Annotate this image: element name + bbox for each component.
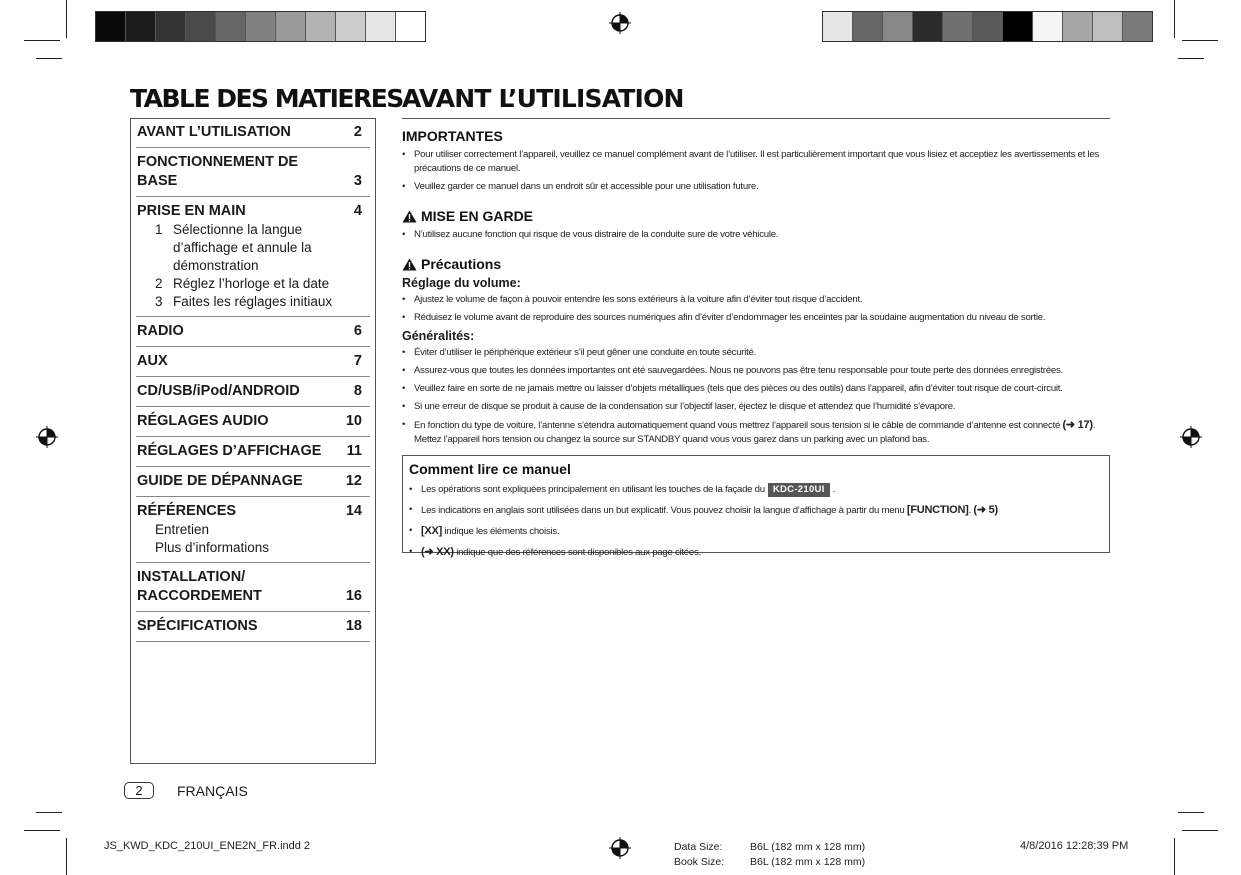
menu-reference: [FUNCTION]	[906, 504, 969, 516]
toc-row	[137, 442, 370, 461]
registration-mark-icon	[1180, 426, 1202, 448]
toc-label: FONCTIONNEMENT DE BASE	[137, 154, 299, 189]
toc-subitem-number: 3	[155, 294, 163, 309]
data-size-label: Data Size:	[674, 841, 723, 853]
list-item: • Ajustez le volume de façon à pouvoir entendre les sons extérieurs à la voiture afin d’éviter tout risque d’accident.	[402, 293, 1110, 307]
mise-en-garde-heading	[402, 208, 1110, 224]
howto-text: Les opérations sont expliquées principalement en utilisant les touches de la façade du	[421, 484, 765, 495]
general-subheading: Généralités:	[402, 329, 475, 343]
page-number: 2	[124, 782, 154, 799]
howto-heading: Comment lire ce manuel	[409, 461, 571, 477]
color-swatch	[246, 12, 276, 41]
color-swatch	[216, 12, 246, 41]
list-item: • En fonction du type de voiture, l’antenne s’étendra automatiquement quand vous mettrez l’appareil sous tension si le câble de commande d’antenne est connecté (➜ 17). Mettez l’appareil hors tension ou changez la source sur STANDBY quand vous vous garez dans un parking avec un plafond bas.	[402, 418, 1110, 447]
page-reference: (➜ 5)	[973, 504, 998, 516]
color-swatch	[1093, 12, 1123, 41]
book-size-label: Book Size:	[674, 856, 725, 868]
key-reference: (➜ XX)	[421, 546, 454, 558]
toc-entry[interactable]	[136, 317, 370, 347]
toc-entry[interactable]	[136, 612, 370, 642]
howto-list	[409, 483, 1109, 560]
color-swatch	[336, 12, 366, 41]
title-divider	[402, 118, 1110, 119]
toc-entry[interactable]	[136, 118, 370, 148]
toc-row	[137, 502, 370, 521]
toc-label: RÉGLAGES D’AFFICHAGE	[137, 443, 322, 459]
toc-page: 3	[353, 173, 362, 189]
toc-row	[137, 472, 370, 491]
color-swatch	[126, 12, 156, 41]
size-values	[750, 840, 865, 870]
list-item: • Réduisez le volume avant de reproduire des sources numériques afin d’éviter d’endommager les enceintes par la soudaine augmentation du niveau de sortie.	[402, 311, 1110, 325]
list-item: • Éviter d’utiliser le périphérique extérieur s’il peut gêner une conduite en toute sécurité.	[402, 346, 1110, 360]
toc-entry[interactable]	[136, 563, 370, 612]
color-swatch	[186, 12, 216, 41]
toc-entry[interactable]	[136, 347, 370, 377]
toc-page: 18	[345, 618, 362, 634]
toc-entry[interactable]	[136, 197, 370, 317]
toc-row	[137, 617, 370, 636]
toc-subitem[interactable]: Plus d’informations	[155, 540, 270, 555]
toc-page: 8	[353, 383, 362, 399]
model-badge: KDC-210UI	[768, 483, 830, 497]
size-labels	[674, 840, 724, 870]
color-swatch	[96, 12, 126, 41]
registration-mark-icon	[36, 426, 58, 448]
color-swatch	[823, 12, 853, 41]
language-label: FRANÇAIS	[177, 783, 248, 799]
toc-entry[interactable]	[136, 497, 370, 563]
toc-page: 16	[345, 588, 362, 604]
color-swatch	[1033, 12, 1063, 41]
toc-label: RÉFÉRENCES	[137, 503, 237, 519]
toc-subitem[interactable]: Entretien	[155, 522, 210, 537]
toc-label: CD/USB/iPod/ANDROID	[137, 383, 300, 399]
toc-subitem[interactable]	[137, 293, 370, 311]
general-list	[402, 346, 1110, 447]
file-slug: JS_KWD_KDC_210UI_ENE2N_FR.indd 2	[104, 840, 311, 852]
precautions-heading	[402, 256, 1110, 272]
howto-text: indique que des références sont disponibles aux page citées.	[456, 547, 701, 558]
toc-label: INSTALLATION/ RACCORDEMENT	[137, 569, 262, 604]
toc-row	[137, 382, 370, 401]
volume-subheading: Réglage du volume:	[402, 276, 521, 290]
color-swatch	[396, 12, 425, 41]
warning-icon	[402, 210, 417, 223]
list-item: • Pour utiliser correctement l’appareil, veuillez ce manuel complément avant de l’utiliser. Il est particulièrement important que vous lisiez et acceptiez les avertissements et les précautions de ce manuel.	[402, 148, 1110, 176]
precautions-label: Précautions	[421, 256, 502, 272]
color-swatch	[883, 12, 913, 41]
toc-entry[interactable]	[136, 377, 370, 407]
color-swatch	[943, 12, 973, 41]
list-item: • Assurez-vous que toutes les données importantes ont été sauvegardées. Nous ne pouvons pas être tenu responsable pour toute perte des données enregistrées.	[402, 364, 1110, 378]
howto-box	[402, 455, 1110, 558]
toc-label: AVANT L’UTILISATION	[137, 124, 291, 140]
volume-list	[402, 293, 1110, 325]
list-item: • Les indications en anglais sont utilisées dans un but explicatif. Vous pouvez choisir la langue d’affichage à partir du menu [FUNCTION]. (➜ 5)	[409, 503, 1109, 518]
color-swatch	[366, 12, 396, 41]
color-bar-left	[95, 11, 426, 42]
toc-row	[137, 153, 370, 191]
toc-title: TABLE DES MATIERES	[130, 84, 403, 113]
toc-row	[137, 202, 370, 221]
toc-entry[interactable]	[136, 148, 370, 197]
timestamp: 4/8/2016 12:28:39 PM	[1020, 840, 1129, 852]
toc-subitem-text: Sélectionne la langue d’affichage et annule la démonstration	[173, 222, 312, 273]
toc-list	[136, 118, 370, 642]
antenna-text: En fonction du type de voiture, l’antenne s’étendra automatiquement quand vous mettrez l’appareil sous tension si le câble de commande d’antenne est connecté	[414, 420, 1061, 431]
book-size-value: B6L (182 mm x 128 mm)	[750, 856, 866, 868]
color-swatch	[1123, 12, 1152, 41]
howto-text: indique les éléments choisis.	[444, 526, 560, 537]
toc-subitem-number: 1	[155, 222, 163, 237]
warning-icon	[402, 258, 417, 271]
toc-page: 2	[353, 124, 362, 140]
toc-subitem-number: 2	[155, 276, 163, 291]
importantes-list	[402, 148, 1110, 194]
list-item	[409, 545, 1109, 560]
color-swatch	[276, 12, 306, 41]
toc-page: 6	[353, 323, 362, 339]
toc-page: 10	[345, 413, 362, 429]
list-item: • Veuillez garder ce manuel dans un endroit sûr et accessible pour une utilisation future.	[402, 180, 1110, 194]
toc-label: PRISE EN MAIN	[137, 203, 246, 219]
color-swatch	[156, 12, 186, 41]
toc-label: RÉGLAGES AUDIO	[137, 413, 269, 429]
registration-mark-icon	[609, 12, 631, 34]
data-size-value: B6L (182 mm x 128 mm)	[750, 841, 866, 853]
toc-entry[interactable]	[136, 467, 370, 497]
toc-subitem-text: Réglez l’horloge et la date	[173, 276, 330, 291]
toc-label: GUIDE DE DÉPANNAGE	[137, 473, 303, 489]
toc-entry[interactable]	[136, 437, 370, 467]
page-title: AVANT L’UTILISATION	[402, 84, 684, 113]
registration-mark-icon	[609, 837, 631, 859]
color-swatch	[1063, 12, 1093, 41]
list-item: • N’utilisez aucune fonction qui risque de vous distraire de la conduite sure de votre véhicule.	[402, 228, 1110, 242]
toc-label: SPÉCIFICATIONS	[137, 618, 258, 634]
toc-row	[137, 322, 370, 341]
mise-en-garde-label: MISE EN GARDE	[421, 208, 534, 224]
toc-page: 12	[345, 473, 362, 489]
antenna-text-2: Mettez l’appareil hors tension ou changez la source sur STANDBY quand vous vous garez dans un parking avec un plafond bas.	[414, 434, 930, 445]
list-item: • Veuillez faire en sorte de ne jamais mettre ou laisser d’objets métalliques (tels que des pièces ou des outils) dans l’appareil, afin d’éviter tout risque de court-circuit.	[402, 382, 1110, 396]
toc-page: 7	[353, 353, 362, 369]
howto-text: Les indications en anglais sont utilisées dans un but explicatif. Vous pouvez choisir la langue d’affichage à partir du menu	[421, 505, 905, 516]
color-swatch	[913, 12, 943, 41]
toc-label: RADIO	[137, 323, 184, 339]
toc-entry[interactable]	[136, 407, 370, 437]
toc-subitem-text: Faites les réglages initiaux	[173, 294, 333, 309]
importantes-heading: IMPORTANTES	[402, 128, 503, 144]
toc-row	[137, 352, 370, 371]
color-swatch	[306, 12, 336, 41]
mise-en-garde-list	[402, 228, 1110, 242]
toc-subitem[interactable]	[137, 221, 370, 275]
toc-row	[137, 123, 370, 142]
color-bar-right	[822, 11, 1153, 42]
toc-subitem[interactable]	[137, 275, 370, 293]
toc-page: 4	[353, 203, 362, 219]
toc-page: 14	[345, 503, 362, 519]
color-swatch	[853, 12, 883, 41]
list-item: • Si une erreur de disque se produit à cause de la condensation sur l’objectif laser, éjectez le disque et attendez que l’humidité s’évapore.	[402, 400, 1110, 414]
main-content	[402, 126, 1110, 451]
toc-label: AUX	[137, 353, 168, 369]
color-swatch	[973, 12, 1003, 41]
list-item: • Les opérations sont expliquées principalement en utilisant les touches de la façade du KDC-210UI .	[409, 483, 1109, 497]
color-swatch	[1003, 12, 1033, 41]
toc-page: 11	[346, 443, 362, 459]
toc-row	[137, 412, 370, 431]
page-reference: (➜ 17)	[1062, 419, 1093, 431]
key-reference: [XX]	[421, 525, 442, 537]
list-item	[409, 524, 1109, 539]
toc-row	[137, 568, 370, 606]
